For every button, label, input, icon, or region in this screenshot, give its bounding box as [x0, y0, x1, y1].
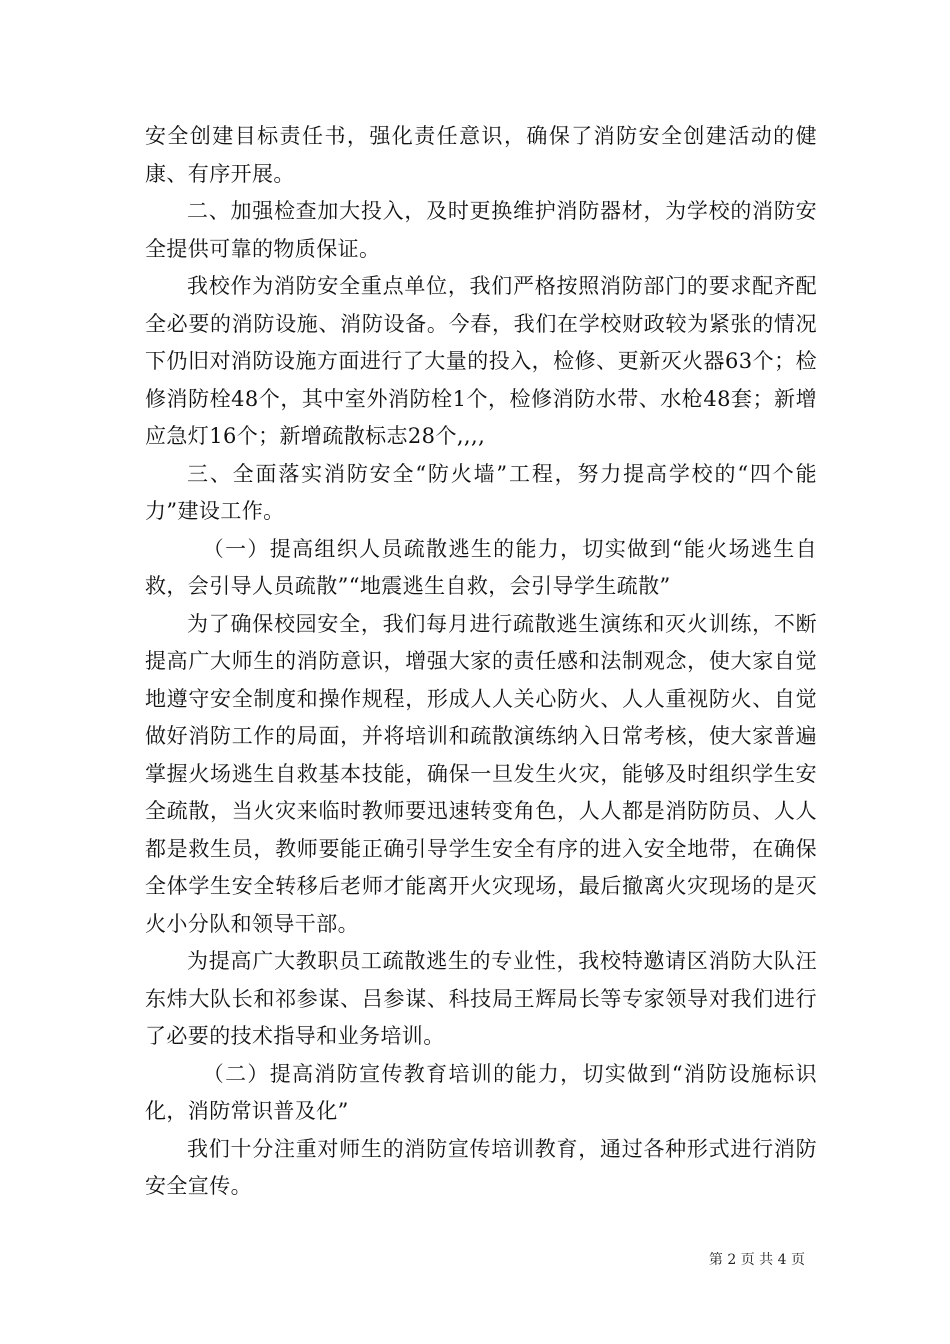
- paragraph-publicity: 我们十分注重对师生的消防宣传培训教育，通过各种形式进行消防安全宣传。: [145, 1136, 817, 1198]
- paragraph-training: 为提高广大教职员工疏散逃生的专业性，我校特邀请区消防大队汪东炜大队长和祁参谋、吕参谋、科技局王辉局长等专家领导对我们进行了必要的技术指导和业务培训。: [145, 949, 817, 1048]
- subsection-heading-2: （二）提高消防宣传教育培训的能力，切实做到“消防设施标识化，消防常识普及化”: [145, 1061, 817, 1123]
- paragraph-drills: 为了确保校园安全，我们每月进行疏散逃生演练和灭火训练，不断提高广大师生的消防意识，增强大家的责任感和法制观念，使大家自觉地遵守安全制度和操作规程，形成人人关心防火、人人重视防火、自觉做好消防工作的局面，并将培训和疏散演练纳入日常考核，使大家普遍掌握火场逃生自救基本技能，确保一旦发生火灾，能够及时组织学生安全疏散，当火灾来临时教师要迅速转变角色，人人都是消防防员、人人都是救生员，教师要能正确引导学生安全有序的进入安全地带，在确保全体学生安全转移后老师才能离开火灾现场，最后撤离火灾现场的是灭火小分队和领导干部。: [145, 611, 817, 936]
- document-body: [145, 118, 817, 1206]
- paragraph-equipment: 我校作为消防安全重点单位，我们严格按照消防部门的要求配齐配全必要的消防设施、消防设备。今春，我们在学校财政较为紧张的情况下仍旧对消防设施方面进行了大量的投入，检修、更新灭火器63个；检修消防栓48个，其中室外消防栓1个，检修消防水带、水枪48套；新增应急灯16个；新增疏散标志28个,,,,: [145, 274, 817, 448]
- paragraph-continuation: 安全创建目标责任书，强化责任意识，确保了消防安全创建活动的健康、有序开展。: [145, 124, 817, 186]
- page-number-footer: 第 2 页 共 4 页: [708, 1252, 805, 1268]
- section-heading-2: 二、加强检查加大投入，及时更换维护消防器材，为学校的消防安全提供可靠的物质保证。: [145, 199, 817, 261]
- section-heading-3: 三、全面落实消防安全“防火墙”工程，努力提高学校的“四个能力”建设工作。: [145, 461, 817, 523]
- subsection-heading-1: （一）提高组织人员疏散逃生的能力，切实做到“能火场逃生自救，会引导人员疏散”“地震逃生自救，会引导学生疏散”: [145, 536, 817, 598]
